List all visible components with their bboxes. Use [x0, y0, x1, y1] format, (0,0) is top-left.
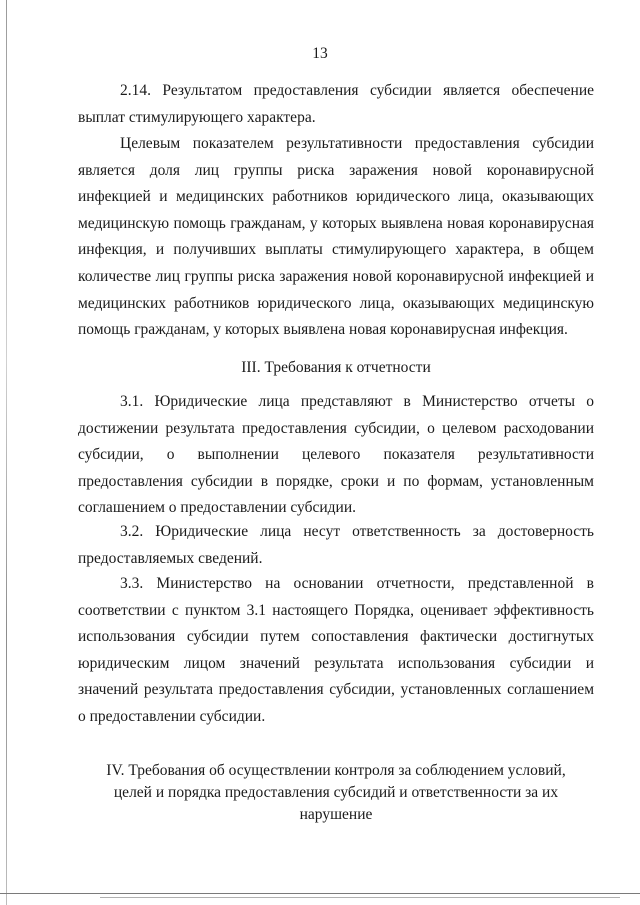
paragraph-2-14-container [78, 78, 594, 131]
scan-edge-bottom-secondary [100, 897, 620, 898]
paragraph-3-2-container [78, 519, 594, 572]
paragraph-3-3: 3.3. Министерство на основании отчетности, представленной в соответствии с пунктом 3.1 настоящего Порядка, оценивает эффективность использования субсидии путем сопоставления фактически достигнутых юридическим лицом значений результата использования субсидии и значений результата предоставления субсидии, установленных соглашением о предоставлении субсидии. [78, 575, 594, 725]
paragraph-3-3-container [78, 571, 594, 731]
section-4-heading [78, 760, 594, 826]
paragraph-target-indicator-container [78, 131, 594, 344]
page-number: 13 [312, 45, 328, 62]
paragraph-target-indicator: Целевым показателем результативности предоставления субсидии является доля лиц группы риска заражения новой коронавирусной инфекцией и медицинских работников юридического лица, оказывающих медицинскую помощь гражданам, у которых выявлена новая коронавирусная инфекция, и получивших выплаты стимулирующего характера, в общем количестве лиц группы риска заражения новой коронавирусной инфекцией и медицинских работников юридического лица, оказывающих медицинскую помощь гражданам, у которых выявлена новая коронавирусная инфекция. [78, 135, 594, 339]
scan-edge-bottom [0, 893, 640, 894]
paragraph-3-1-container [78, 389, 594, 522]
section-4-heading-line-1: IV. Требования об осуществлении контроля за соблюдением условий, [106, 762, 566, 779]
section-3-heading: III. Требования к отчетности [241, 359, 431, 376]
paragraph-3-1: 3.1. Юридические лица представляют в Министерство отчеты о достижении результата предоставления субсидии, о целевом расходовании субсидии, о выполнении целевого показателя результативности предоставления субсидии в порядке, сроки и по формам, установленным соглашением о предоставлении субсидии. [78, 393, 594, 517]
scan-edge-left [6, 0, 7, 905]
section-4-heading-line-2: целей и порядка предоставления субсидий и ответственности за их нарушение [113, 784, 559, 823]
paragraph-2-14: 2.14. Результатом предоставления субсидии является обеспечение выплат стимулирующего характера. [78, 82, 594, 126]
paragraph-3-2: 3.2. Юридические лица несут ответственность за достоверность предоставляемых сведений. [78, 523, 594, 567]
